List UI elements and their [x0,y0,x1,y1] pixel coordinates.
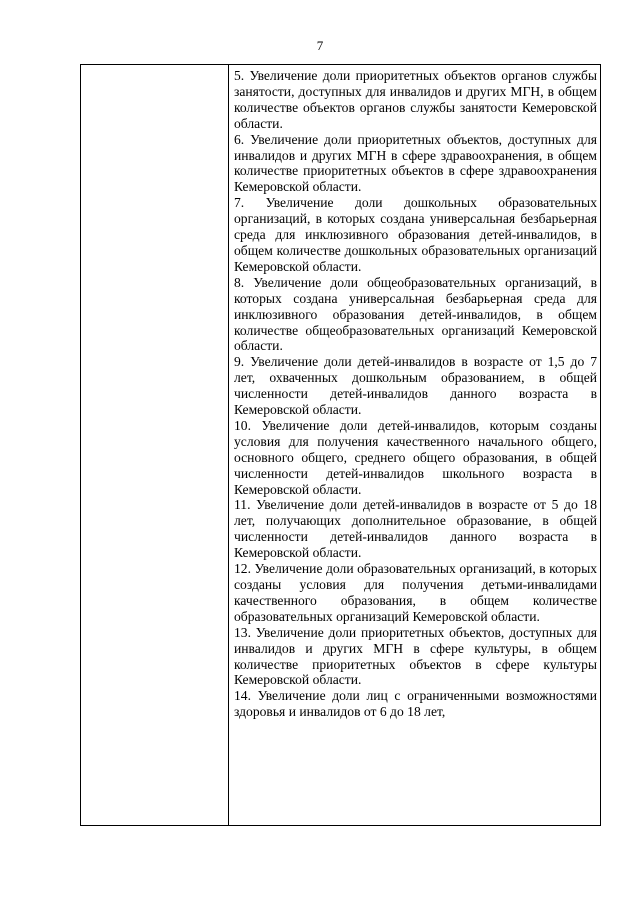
indicator-item-12: 12. Увеличение доли образовательных организаций, в которых созданы условия для получения детьми-инвалидами качественного образования, в общем количестве образовательных организаций Кемеровской области. [234,561,597,624]
indicator-item-5: 5. Увеличение доли приоритетных объектов органов службы занятости, доступных для инвалидов и других МГН, в общем количестве объектов органов службы занятости Кемеровской области. [234,68,597,131]
indicator-item-8: 8. Увеличение доли общеобразовательных организаций, в которых создана универсальная безбарьерная среда для инклюзивного образования детей-инвалидов, в общем количестве общеобразовательных организаций Кемеровской области. [234,274,597,354]
indicator-item-10: 10. Увеличение доли детей-инвалидов, которым созданы условия для получения качественного начального общего, основного общего, среднего общего образования, в общей численности детей-инвалидов школьного возраста в Кемеровской области. [234,417,597,497]
page-number: 7 [316,38,324,53]
table-left-cell [81,65,229,825]
indicator-item-6: 6. Увеличение доли приоритетных объектов, доступных для инвалидов и других МГН в сфере здравоохранения, в общем количестве приоритетных объектов в сфере здравоохранения Кемеровской области. [234,131,597,195]
table-right-cell [234,65,597,720]
indicator-item-7: 7. Увеличение доли дошкольных образовательных организаций, в которых создана универсальная безбарьерная среда для инклюзивного образования детей-инвалидов, в общем количестве дошкольных образовательных организаций Кемеровской области. [234,195,597,274]
indicator-item-9: 9. Увеличение доли детей-инвалидов в возрасте от 1,5 до 7 лет, охваченных дошкольным образованием, в общей численности детей-инвалидов данного возраста в Кемеровской области. [234,354,597,418]
document-table [80,64,601,826]
indicator-item-13: 13. Увеличение доли приоритетных объектов, доступных для инвалидов и других МГН в сфере культуры, в общем количестве приоритетных объектов в сфере культуры Кемеровской области. [234,624,597,688]
indicator-item-14: 14. Увеличение доли лиц с ограниченными возможностями здоровья и инвалидов от 6 до 18 лет, [234,688,597,720]
indicator-item-11: 11. Увеличение доли детей-инвалидов в возрасте от 5 до 18 лет, получающих дополнительное образование, в общей численности детей-инвалидов данного возраста в Кемеровской области. [234,497,597,561]
